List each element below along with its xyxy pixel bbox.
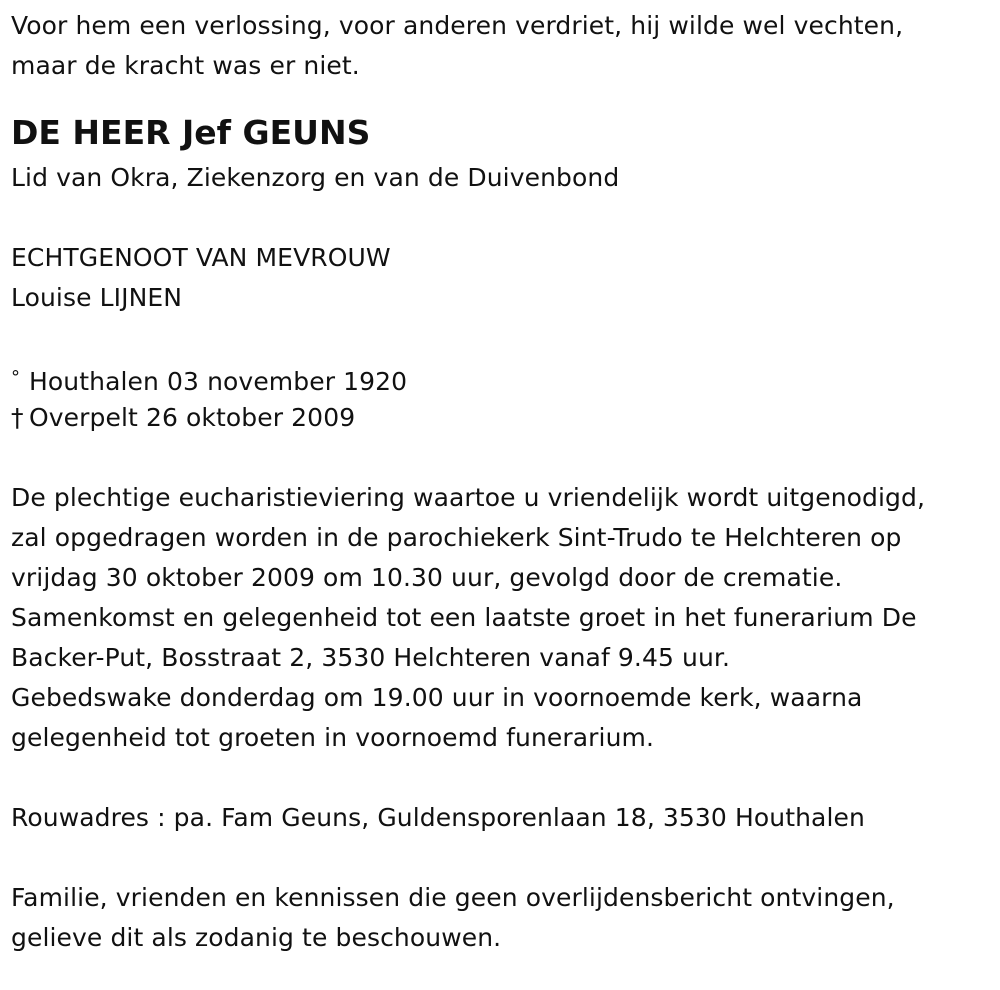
spacer: [11, 318, 991, 358]
ceremony-line-2: zal opgedragen worden in de parochiekerk Sint-Trudo te Helchteren op: [11, 523, 902, 552]
spouse-name: Louise LIJNEN: [11, 283, 183, 312]
intro-line-2: maar de kracht was er niet.: [11, 51, 360, 80]
ceremony-line-3: vrijdag 30 oktober 2009 om 10.30 uur, gevolgd door de crematie.: [11, 563, 843, 592]
ceremony-line-5: Backer-Put, Bosstraat 2, 3530 Helchteren vanaf 9.45 uur.: [11, 643, 731, 672]
ceremony-line-1: De plechtige eucharistieviering waartoe u vriendelijk wordt uitgenodigd,: [11, 483, 926, 512]
birth-symbol-icon: °: [11, 367, 21, 388]
deceased-name: DE HEER Jef GEUNS: [11, 113, 371, 152]
birth-text: Houthalen 03 november 1920: [29, 367, 408, 396]
ceremony-line-4: Samenkomst en gelegenheid tot een laatste groet in het funerarium De: [11, 603, 917, 632]
cross-icon: †: [11, 403, 24, 432]
intro-line-1: Voor hem een verlossing, voor anderen verdriet, hij wilde wel vechten,: [11, 11, 904, 40]
spacer: [11, 438, 991, 478]
mourning-address: Rouwadres : pa. Fam Geuns, Guldensporenlaan 18, 3530 Houthalen: [11, 803, 865, 832]
death-text: Overpelt 26 oktober 2009: [29, 403, 356, 432]
birth-line: [11, 358, 991, 398]
deceased-memberships: Lid van Okra, Ziekenzorg en van de Duivenbond: [11, 163, 620, 192]
closing-line-2: gelieve dit als zodanig te beschouwen.: [11, 923, 502, 952]
obituary-notice: [11, 0, 991, 958]
spouse-title: ECHTGENOOT VAN MEVROUW: [11, 243, 391, 272]
spacer: [11, 758, 991, 798]
closing-line-1: Familie, vrienden en kennissen die geen overlijdensbericht ontvingen,: [11, 883, 895, 912]
spacer: [11, 838, 991, 878]
ceremony-line-6: Gebedswake donderdag om 19.00 uur in voornoemde kerk, waarna: [11, 683, 863, 712]
spacer: [11, 198, 991, 238]
death-line: [11, 398, 991, 438]
ceremony-line-7: gelegenheid tot groeten in voornoemd funerarium.: [11, 723, 655, 752]
